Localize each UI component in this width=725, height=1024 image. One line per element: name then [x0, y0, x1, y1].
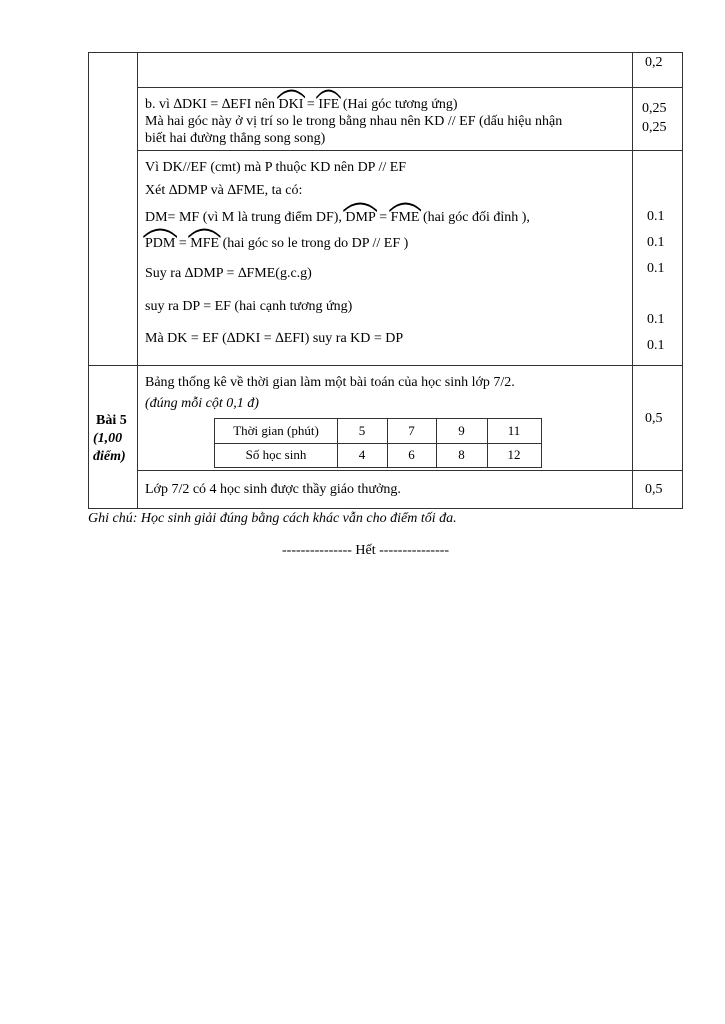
exercise-label: Bài 5 [96, 413, 127, 428]
footer-note: Ghi chú: Học sinh giải đúng bằng cách khác vẫn cho điểm tối đa. [88, 511, 457, 526]
score-cell: 0.1 [647, 312, 665, 327]
score-cell: 0.1 [647, 261, 665, 276]
bai5-intro: Bảng thống kê về thời gian làm một bài toán của học sinh lớp 7/2. [145, 375, 515, 390]
score-cell: 0.1 [647, 235, 665, 250]
part-b-line1: b. vì ∆DKI = ∆EFI nên DKI = IFE (Hai góc tương ứng) [145, 97, 458, 113]
row-divider [137, 87, 682, 88]
bai5-conclusion: Lớp 7/2 có 4 học sinh được thầy giáo thưởng. [145, 482, 401, 497]
row-divider [137, 150, 682, 151]
score-cell: 0,5 [645, 411, 663, 426]
table-header-cell: 11 [507, 423, 521, 438]
proof-line7: Mà DK = EF (∆DKI = ∆EFI) suy ra KD = DP [145, 331, 404, 346]
angle-mfe: MFE [190, 236, 219, 252]
table-border-left [88, 52, 89, 509]
table-header-cell: 5 [358, 423, 366, 438]
proof-line4: PDM = MFE (hai góc so le trong do DP // EF ) [145, 236, 408, 252]
angle-dki: DKI [279, 97, 304, 113]
table-cell: 8 [458, 447, 465, 462]
angle-ife: IFE [318, 97, 339, 113]
left-cell-top [88, 52, 137, 53]
table-header-cell: Thời gian (phút) [233, 423, 319, 438]
score-cell: 0,5 [645, 482, 663, 497]
table-header-cell: 7 [408, 423, 415, 438]
score-cell: 0,2 [645, 55, 663, 70]
proof-line6: suy ra DP = EF (hai cạnh tương ứng) [145, 299, 353, 314]
table-header-cell: 9 [458, 423, 465, 438]
column-divider [137, 52, 138, 509]
part-b-line2: Mà hai góc này ở vị trí so le trong bằng nhau nên KD // EF (dấu hiệu nhận [145, 114, 563, 129]
column-divider [632, 52, 633, 509]
part-b-line3: biết hai đường thẳng song song) [145, 131, 326, 146]
score-cell: 0,25 [642, 101, 667, 116]
table-border-right [682, 52, 683, 509]
row-divider [88, 365, 682, 366]
score-cell: 0,25 [642, 120, 667, 135]
angle-fme: FME [391, 210, 420, 226]
table-cell: 6 [408, 447, 415, 462]
table-cell: 12 [507, 447, 521, 462]
bai5-note: (đúng mỗi cột 0,1 đ) [145, 396, 259, 411]
proof-line2: Xét ∆DMP và ∆FME, ta có: [145, 183, 303, 198]
proof-line3: DM= MF (vì M là trung điểm DF), DMP = FME (hai góc đối đỉnh ), [145, 210, 530, 226]
angle-pdm: PDM [145, 236, 175, 252]
table-border-top [137, 52, 682, 53]
end-marker: --------------- Hết --------------- [282, 543, 450, 558]
angle-dmp: DMP [345, 210, 375, 226]
score-cell: 0.1 [647, 209, 665, 224]
table-cell: 4 [358, 447, 366, 462]
proof-line1: Vì DK//EF (cmt) mà P thuộc KD nên DP // EF [145, 160, 407, 175]
table-border-bottom [88, 508, 682, 509]
score-cell: 0.1 [647, 338, 665, 353]
frequency-table [214, 418, 542, 468]
proof-line5: Suy ra ∆DMP = ∆FME(g.c.g) [145, 266, 312, 281]
exercise-points: (1,00 [93, 431, 123, 446]
exercise-points-unit: điểm) [93, 449, 126, 464]
row-divider [137, 470, 682, 471]
table-cell: Số học sinh [245, 447, 307, 462]
